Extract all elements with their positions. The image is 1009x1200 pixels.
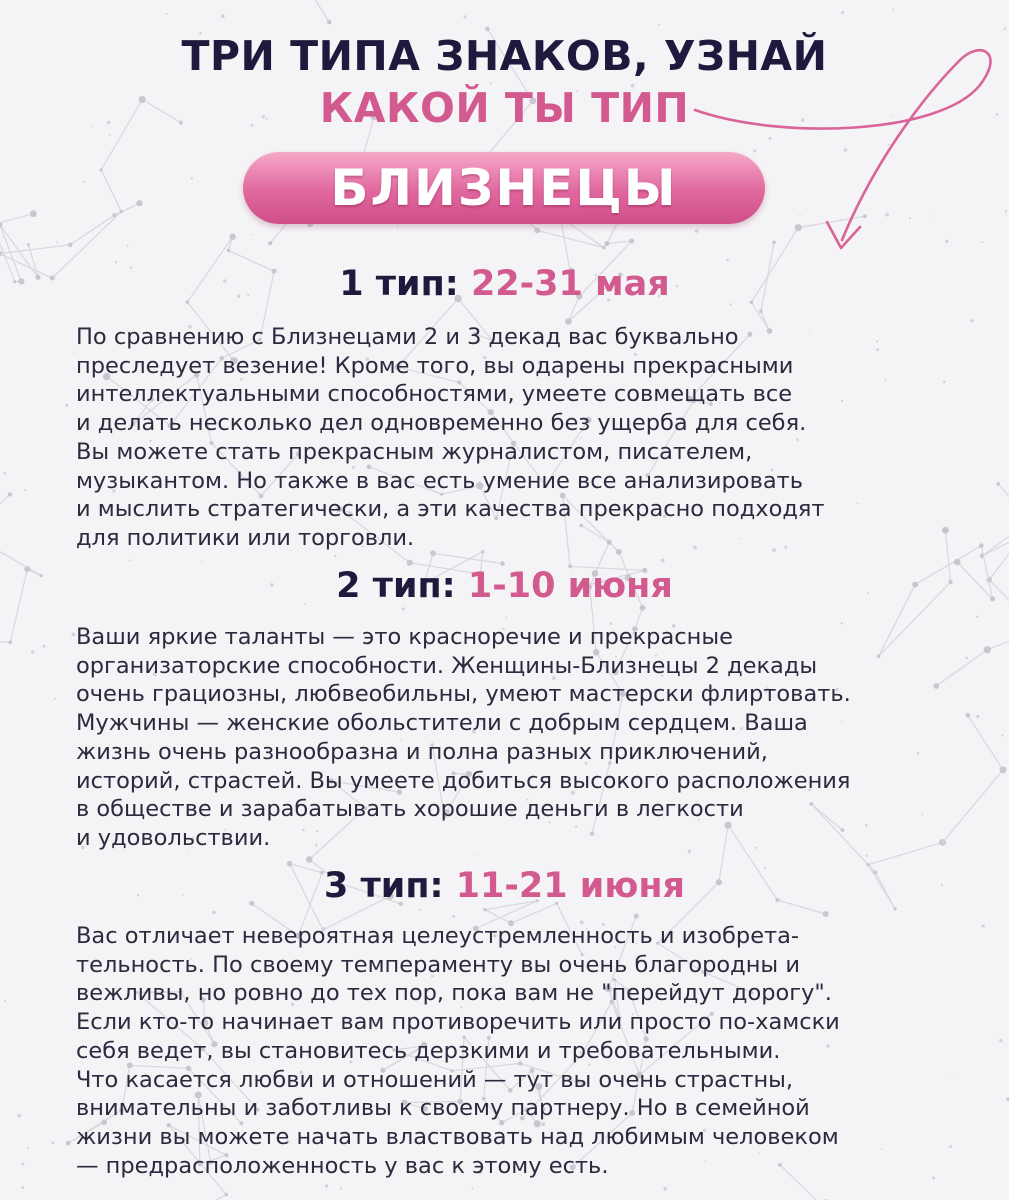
type-2-description xyxy=(76,623,976,853)
type-2-heading xyxy=(0,566,1009,606)
text-line: тельность. По своему темпераменту вы очень благородны и xyxy=(76,951,800,978)
page-title-line-1: ТРИ ТИПА ЗНАКОВ, УЗНАЙ xyxy=(181,32,828,80)
text-line: Вы можете стать прекрасным журналистом, писателем, xyxy=(76,438,753,465)
text-line: интеллектуальными способностями, умеете совмещать все xyxy=(76,381,793,408)
type-1-heading xyxy=(0,264,1009,304)
text-line: Мужчины — женские обольстители с добрым сердцем. Ваша xyxy=(76,710,808,737)
text-line: и мыслить стратегически, а эти качества прекрасно подходят xyxy=(76,496,825,523)
text-line: преследует везение! Кроме того, вы одарены прекрасными xyxy=(76,352,794,379)
zodiac-sign-banner xyxy=(243,152,765,224)
text-line: Вас отличает невероятная целеустремленность и изобрета- xyxy=(76,923,800,949)
text-line: жизни вы можете начать властвовать над любимым человеком xyxy=(76,1123,839,1150)
text-line: жизнь очень разнообразна и полна разных приключений, xyxy=(76,738,768,765)
text-line: вежливы, но ровно до тех пор, пока вам не "перейдут дорогу". xyxy=(76,980,832,1007)
type-1-dates: 22-31 мая xyxy=(470,264,670,304)
text-line: музыкантом. Но также в вас есть умение все анализировать xyxy=(76,467,803,494)
text-line: и удовольствии. xyxy=(76,824,271,851)
text-line: По сравнению с Близнецами 2 и 3 декад вас буквально xyxy=(76,324,739,350)
page-title-line-2: КАКОЙ ТЫ ТИП xyxy=(319,84,690,132)
text-line: организаторские способности. Женщины-Близнецы 2 декады xyxy=(76,652,818,679)
text-line: в обществе и зарабатывать хорошие деньги в легкости xyxy=(76,796,744,823)
text-line: — предрасположенность у вас к этому есть. xyxy=(76,1152,609,1179)
text-line: историй, страстей. Вы умеете добиться высокого расположения xyxy=(76,767,851,794)
text-line: Если кто-то начинает вам противоречить или просто по-хамски xyxy=(76,1009,840,1036)
text-line: очень грациозны, любвеобильны, умеют мастерски флиртовать. xyxy=(76,681,851,708)
text-line: Ваши яркие таланты — это красноречие и прекрасные xyxy=(76,624,733,650)
type-1-label: 1 тип: xyxy=(339,264,459,304)
type-3-dates: 11-21 июня xyxy=(455,866,686,906)
text-line: для политики или торговли. xyxy=(76,524,415,551)
type-1-description xyxy=(76,323,976,553)
type-3-description xyxy=(76,922,976,1180)
zodiac-sign-name: БЛИЗНЕЦЫ xyxy=(330,159,678,217)
text-line: и делать несколько дел одновременно без ущерба для себя. xyxy=(76,410,807,437)
type-2-dates: 1-10 июня xyxy=(467,566,673,606)
type-2-label: 2 тип: xyxy=(336,566,456,606)
type-3-label: 3 тип: xyxy=(323,866,444,906)
text-line: внимательны и заботливы к своему партнеру. Но в семейной xyxy=(76,1095,810,1122)
type-3-heading xyxy=(0,866,1009,906)
text-line: себя ведет, вы становитесь дерзкими и требовательными. xyxy=(76,1037,781,1064)
text-line: Что касается любви и отношений — тут вы очень страстны, xyxy=(76,1066,794,1093)
